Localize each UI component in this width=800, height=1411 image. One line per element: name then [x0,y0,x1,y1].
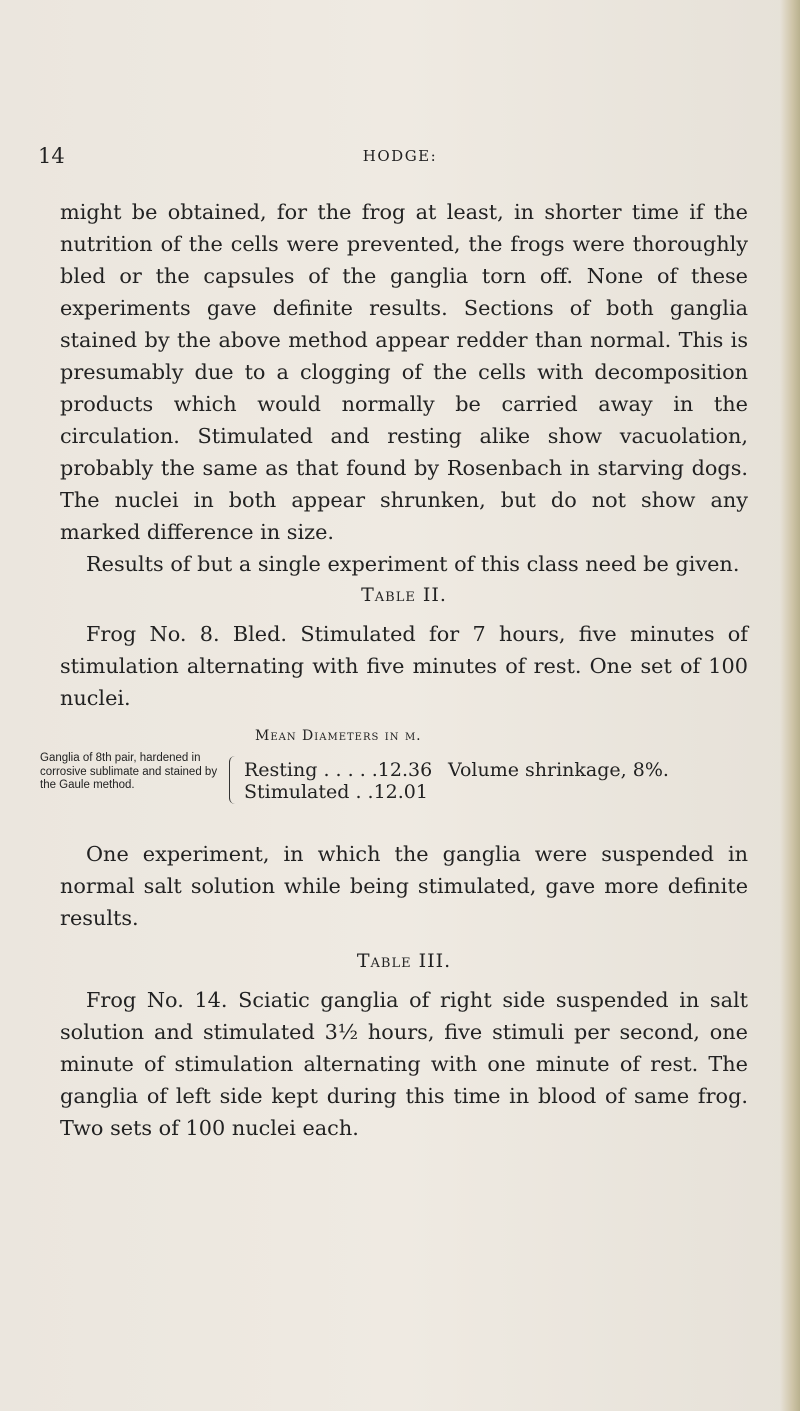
table-2-data [40,752,748,812]
paragraph-2: Results of but a single experiment of this class need be given. [86,552,740,576]
resting-value: Resting . . . . .12.36 [244,759,433,781]
page-edge-shadow [780,0,800,1411]
brace-mark [229,756,236,804]
table-2-side-note: Ganglia of 8th pair, hardened in corrosive sublimate and stained by the Gaule method. [40,752,218,791]
table-2-title: Table II. [361,584,447,606]
paragraph-3: Frog No. 8. Bled. Stimulated for 7 hours, five minutes of stimulation alternating with five minutes of rest. One set of 100 nuclei. [60,622,748,710]
stimulated-value: Stimulated . .12.01 [244,781,428,803]
paragraph-4: One experiment, in which the ganglia were suspended in normal salt solution while being stimulated, gave more definite results. [60,842,748,930]
page-body [40,196,748,1144]
paragraph-1: might be obtained, for the frog at least, in shorter time if the nutrition of the cells were prevented, the frogs were thoroughly bled or the capsules of the ganglia torn off. None of these experiments gave definite results. Sections of both ganglia stained by the above method appear redder than normal. This is presumably due to a clogging of the cells with decomposition products which would normally be carried away in the circulation. Stimulated and resting alike show vacuolation, probably the same as that found by Rosenbach in starving dogs. The nuclei in both appear shrunken, but do not show any marked difference in size. [60,200,748,544]
page-number: 14 [38,144,65,168]
page-header [0,144,800,168]
volume-shrinkage: Volume shrinkage, 8%. [448,759,669,781]
table-2-measurements [244,759,432,803]
paragraph-5: Frog No. 14. Sciatic ganglia of right side suspended in salt solution and stimulated 3½ hours, five stimuli per second, one minute of stimulation alternating with one minute of rest. The ganglia of left side kept during this time in blood of same frog. Two sets of 100 nuclei each. [60,988,748,1140]
table-2-mean-heading: Mean Diameters in μ. [255,728,422,744]
table-3-title: Table III. [356,950,452,972]
running-head: HODGE: [362,147,438,165]
